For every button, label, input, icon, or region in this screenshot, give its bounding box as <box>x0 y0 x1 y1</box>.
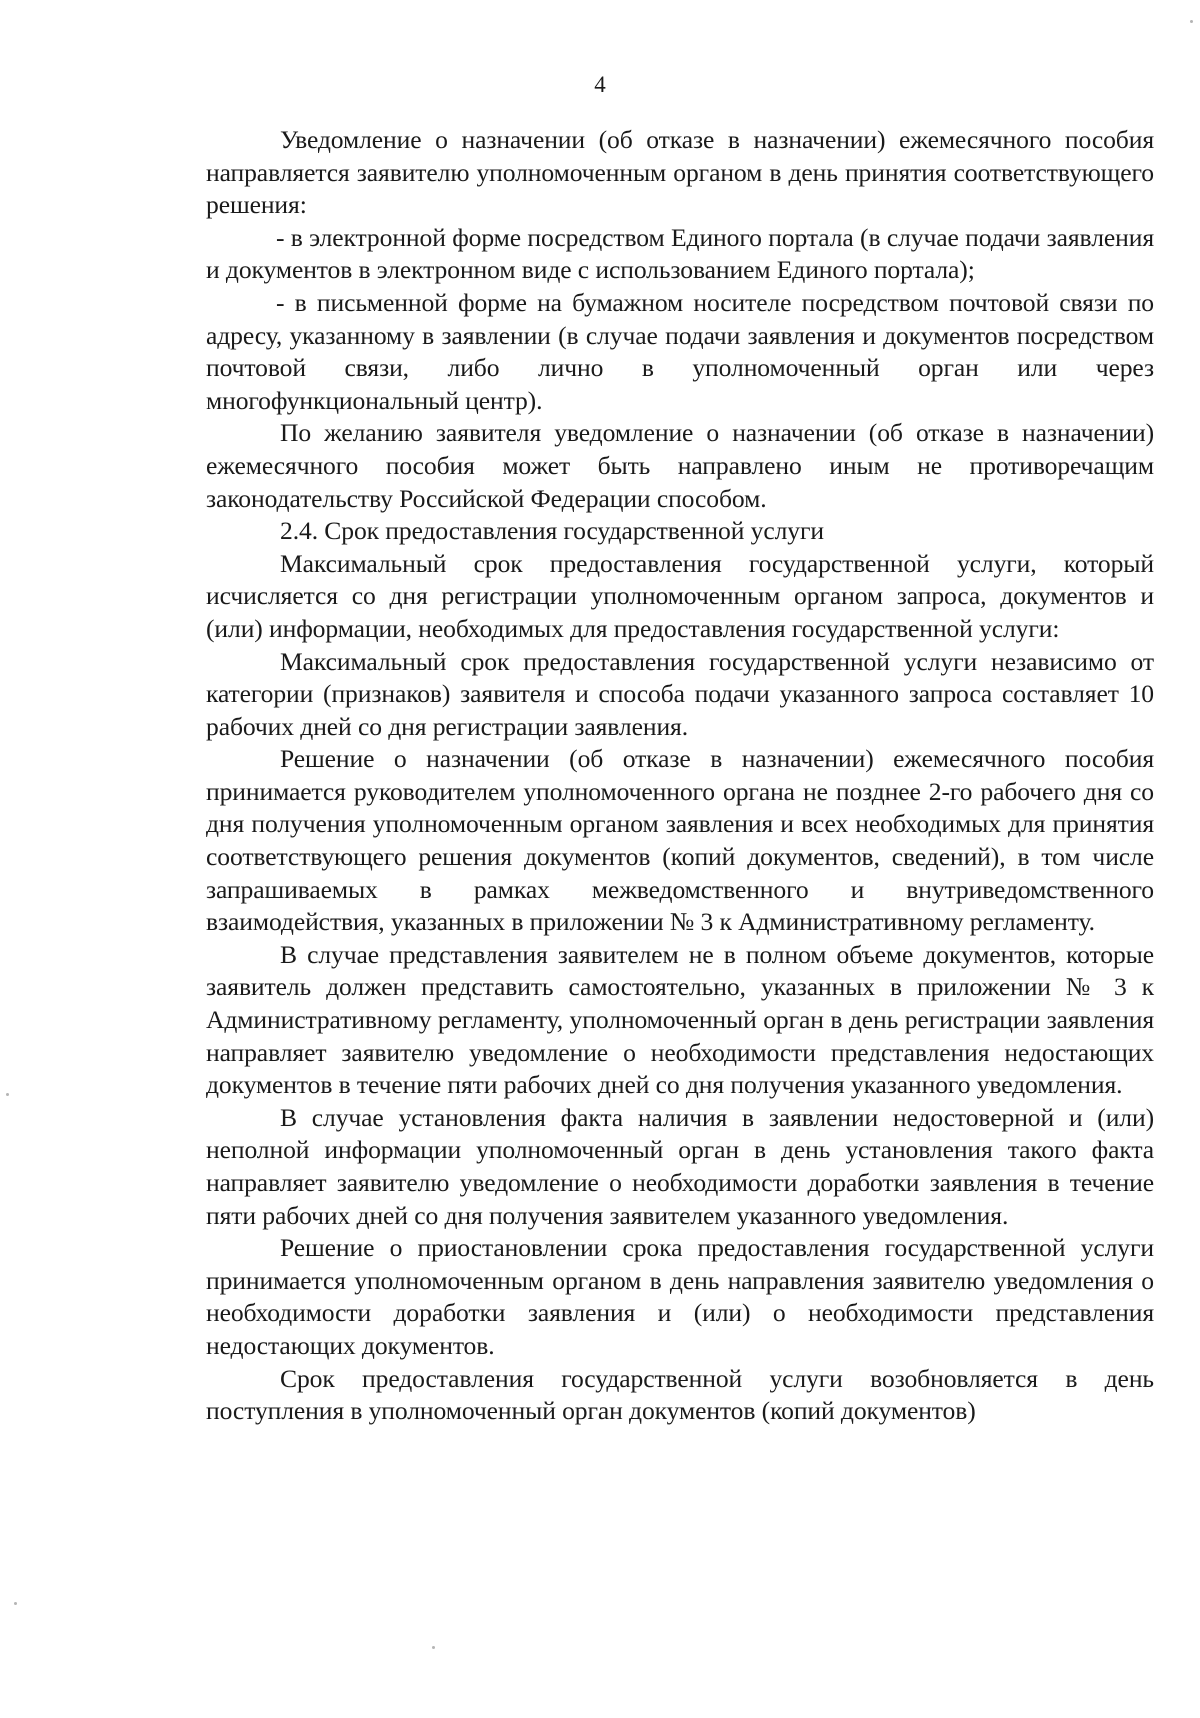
page-number: 4 <box>594 72 606 97</box>
list-item-written-form: - в письменной форме на бумажном носителе посредством почтовой связи по адресу, указанному в заявлении (в случае подачи заявления и документов посредством почтовой связи, либо лично в уполномоченный орган или через многофункциональный центр). <box>206 287 1154 415</box>
paragraph-resumption: Срок предоставления государственной услуги возобновляется в день поступления в уполномоченный орган документов (копий документов) <box>206 1363 1154 1426</box>
scan-speck <box>6 1093 9 1096</box>
paragraph-max-term: Максимальный срок предоставления государственной услуги, который исчисляется со дня регистрации уполномоченным органом запроса, документов и (или) информации, необходимых для предоставления государственной услуги: <box>206 548 1154 643</box>
paragraph-decision: Решение о назначении (об отказе в назначении) ежемесячного пособия принимается руководителем уполномоченного органа не позднее 2-го рабочего дня со дня получения уполномоченным органом заявления и всех необходимых для принятия соответствующего решения документов (копий документов, сведений), в том числе запрашиваемых в рамках межведомственного и внутриведомственного взаимодействия, указанных в приложении № 3 к Административному регламенту. <box>206 744 1154 937</box>
paragraph-notification: Уведомление о назначении (об отказе в назначении) ежемесячного пособия направляется заявителю уполномоченным органом в день принятия соответствующего решения: <box>206 125 1154 220</box>
list-item-electronic-form: - в электронной форме посредством Единого портала (в случае подачи заявления и документов в электронном виде с использованием Единого портала); <box>206 222 1154 285</box>
paragraph-applicant-wish: По желанию заявителя уведомление о назначении (об отказе в назначении) ежемесячного пособия может быть направлено иным не противоречащим законодательству Российской Федерации способом. <box>206 418 1154 513</box>
scan-speck <box>14 1602 17 1605</box>
paragraph-max-term-detail: Максимальный срок предоставления государственной услуги независимо от категории (признаков) заявителя и способа подачи указанного запроса составляет 10 рабочих дней со дня регистрации заявления. <box>206 646 1154 741</box>
scan-speck <box>432 1646 435 1649</box>
scan-speck <box>1190 20 1193 23</box>
paragraph-incomplete-documents: В случае представления заявителем не в полном объеме документов, которые заявитель должен представить самостоятельно, указанных в приложении № 3 к Административному регламенту, уполномоченный орган в день регистрации заявления направляет заявителю уведомление о необходимости представления недостающих документов в течение пяти рабочих дней со дня получения указанного уведомления. <box>206 939 1154 1100</box>
paragraph-suspension: Решение о приостановлении срока предоставления государственной услуги принимается уполномоченным органом в день направления заявителю уведомления о необходимости доработки заявления и (или) о необходимости представления недостающих документов. <box>206 1233 1154 1360</box>
paragraph-unreliable-info: В случае установления факта наличия в заявлении недостоверной и (или) неполной информации уполномоченный орган в день установления такого факта направляет заявителю уведомление о необходимости доработки заявления в течение пяти рабочих дней со дня получения заявителем указанного уведомления. <box>206 1102 1154 1230</box>
section-heading-2-4: 2.4. Срок предоставления государственной услуги <box>280 516 824 546</box>
document-body <box>206 124 1154 1428</box>
